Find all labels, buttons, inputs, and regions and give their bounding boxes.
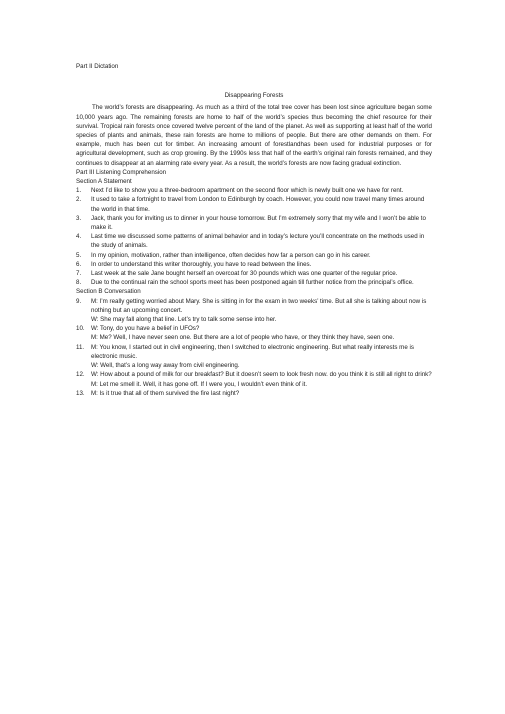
section-a-heading: Section A Statement bbox=[76, 178, 132, 186]
conversation-line: W: She may fall along that line. Let’s try to talk some sense into her. bbox=[91, 316, 277, 324]
statement-item bbox=[76, 269, 432, 278]
conversation-line: M: Me? Well, I have never seen one. But there are a lot of people who have, or they think they have, seen one. bbox=[91, 334, 395, 342]
conversation-line: M: Let me smell it. Well, it has gone off. If I were you, I wouldn’t even think of it. bbox=[91, 380, 308, 388]
statement-item bbox=[76, 195, 432, 213]
conversation-line: M: You know, I started out in civil engineering, then I switched to electronic engineering. But what really interests me is electronic music. bbox=[91, 343, 414, 360]
item-number: 4. bbox=[76, 233, 82, 241]
statement-text: In order to understand this writer thoroughly, you have to read between the lines. bbox=[91, 260, 312, 268]
conversation-line: M: I’m really getting worried about Mary. She is sitting in for the exam in two weeks’ time. But all she is talking about now is nothing but an upcoming concert. bbox=[91, 297, 427, 314]
conversation-line: W: How about a pound of milk for our breakfast? But it doesn’t seem to look fresh now. do you think it is still all right to drink? bbox=[91, 371, 432, 379]
dictation-heading: Part II Dictation bbox=[76, 63, 119, 70]
statement-item bbox=[76, 251, 432, 260]
item-number: 9. bbox=[76, 297, 82, 305]
document-body bbox=[76, 62, 432, 398]
dictation-paragraph: The world’s forests are disappearing. As much as a third of the total tree cover has been lost since agriculture began some 10,000 years ago. The remaining forests are home to half of the world’s species thus becoming the chief resource for their survival. Tropical rain forests once covered twelve percent of the land of the planet. As well as supporting at least half of the world species of plants and animals, these rain forests are home to millions of people. But there are other demands on them. For example, much has been cut for timber. An increasing amount of forestlandhas been used for industrial purposes or for agricultural development, such as crop growing. By the 1990s less that half of the earth’s original rain forests remained, and they continues to disappear at an alarming rate every year. As a result, the world’s forests are now facing gradual extinction. bbox=[76, 104, 432, 167]
item-number: 13. bbox=[76, 389, 85, 397]
item-number: 7. bbox=[76, 270, 82, 278]
statement-item bbox=[76, 260, 432, 269]
conversation-line: W: Well, that’s a long way away from civil engineering. bbox=[91, 362, 240, 370]
item-number: 6. bbox=[76, 260, 82, 268]
listening-heading: Part III Listening Comprehension bbox=[76, 168, 167, 176]
statement-text: Due to the continual rain the school sports meet has been postponed again till further notice from the principal’s office. bbox=[91, 279, 414, 287]
statement-text: Last week at the sale Jane bought herself an overcoat for 30 pounds which was one quarter of the regular price. bbox=[91, 270, 398, 278]
conversation-item bbox=[76, 324, 432, 342]
item-number: 8. bbox=[76, 279, 82, 287]
conversation-line: M: Is it true that all of them survived the fire last night? bbox=[91, 389, 240, 397]
statement-text: Next I’d like to show you a three-bedroom apartment on the second floor which is newly built one we have for rent. bbox=[91, 187, 404, 195]
item-number: 2. bbox=[76, 196, 82, 204]
statement-text: Last time we discussed some patterns of animal behavior and in today’s lecture you’ll concentrate on the methods used in the study of animals. bbox=[91, 233, 425, 250]
conversation-line: W: Tony, do you have a belief in UFOs? bbox=[91, 325, 200, 333]
conversation-item bbox=[76, 297, 432, 325]
dictation-title: Disappearing Forests bbox=[224, 92, 284, 100]
conversation-item bbox=[76, 343, 432, 371]
section-b-heading: Section B Conversation bbox=[76, 288, 141, 296]
item-number: 5. bbox=[76, 251, 82, 259]
statement-text: It used to take a fortnight to travel from London to Edinburgh by coach. However, you could now travel many times around the world in that time. bbox=[91, 196, 425, 213]
statement-text: Jack, thank you for inviting us to dinner in your house tomorrow. But I’m extremely sorry that my wife and I won’t be able to make it. bbox=[91, 214, 426, 232]
conversation-item bbox=[76, 389, 432, 398]
conversation-item bbox=[76, 370, 432, 388]
item-number: 3. bbox=[76, 214, 82, 222]
statement-text: In my opinion, motivation, rather than intelligence, often decides how far a person can go in his career. bbox=[91, 251, 371, 259]
item-number: 11. bbox=[76, 343, 85, 351]
statement-item bbox=[76, 186, 432, 195]
conversation-list bbox=[76, 297, 432, 398]
item-number: 10. bbox=[76, 325, 85, 333]
statement-item bbox=[76, 278, 432, 287]
statement-item bbox=[76, 232, 432, 250]
statement-list bbox=[76, 186, 432, 287]
statement-item bbox=[76, 214, 432, 232]
item-number: 1. bbox=[76, 187, 82, 195]
item-number: 12. bbox=[76, 371, 85, 379]
